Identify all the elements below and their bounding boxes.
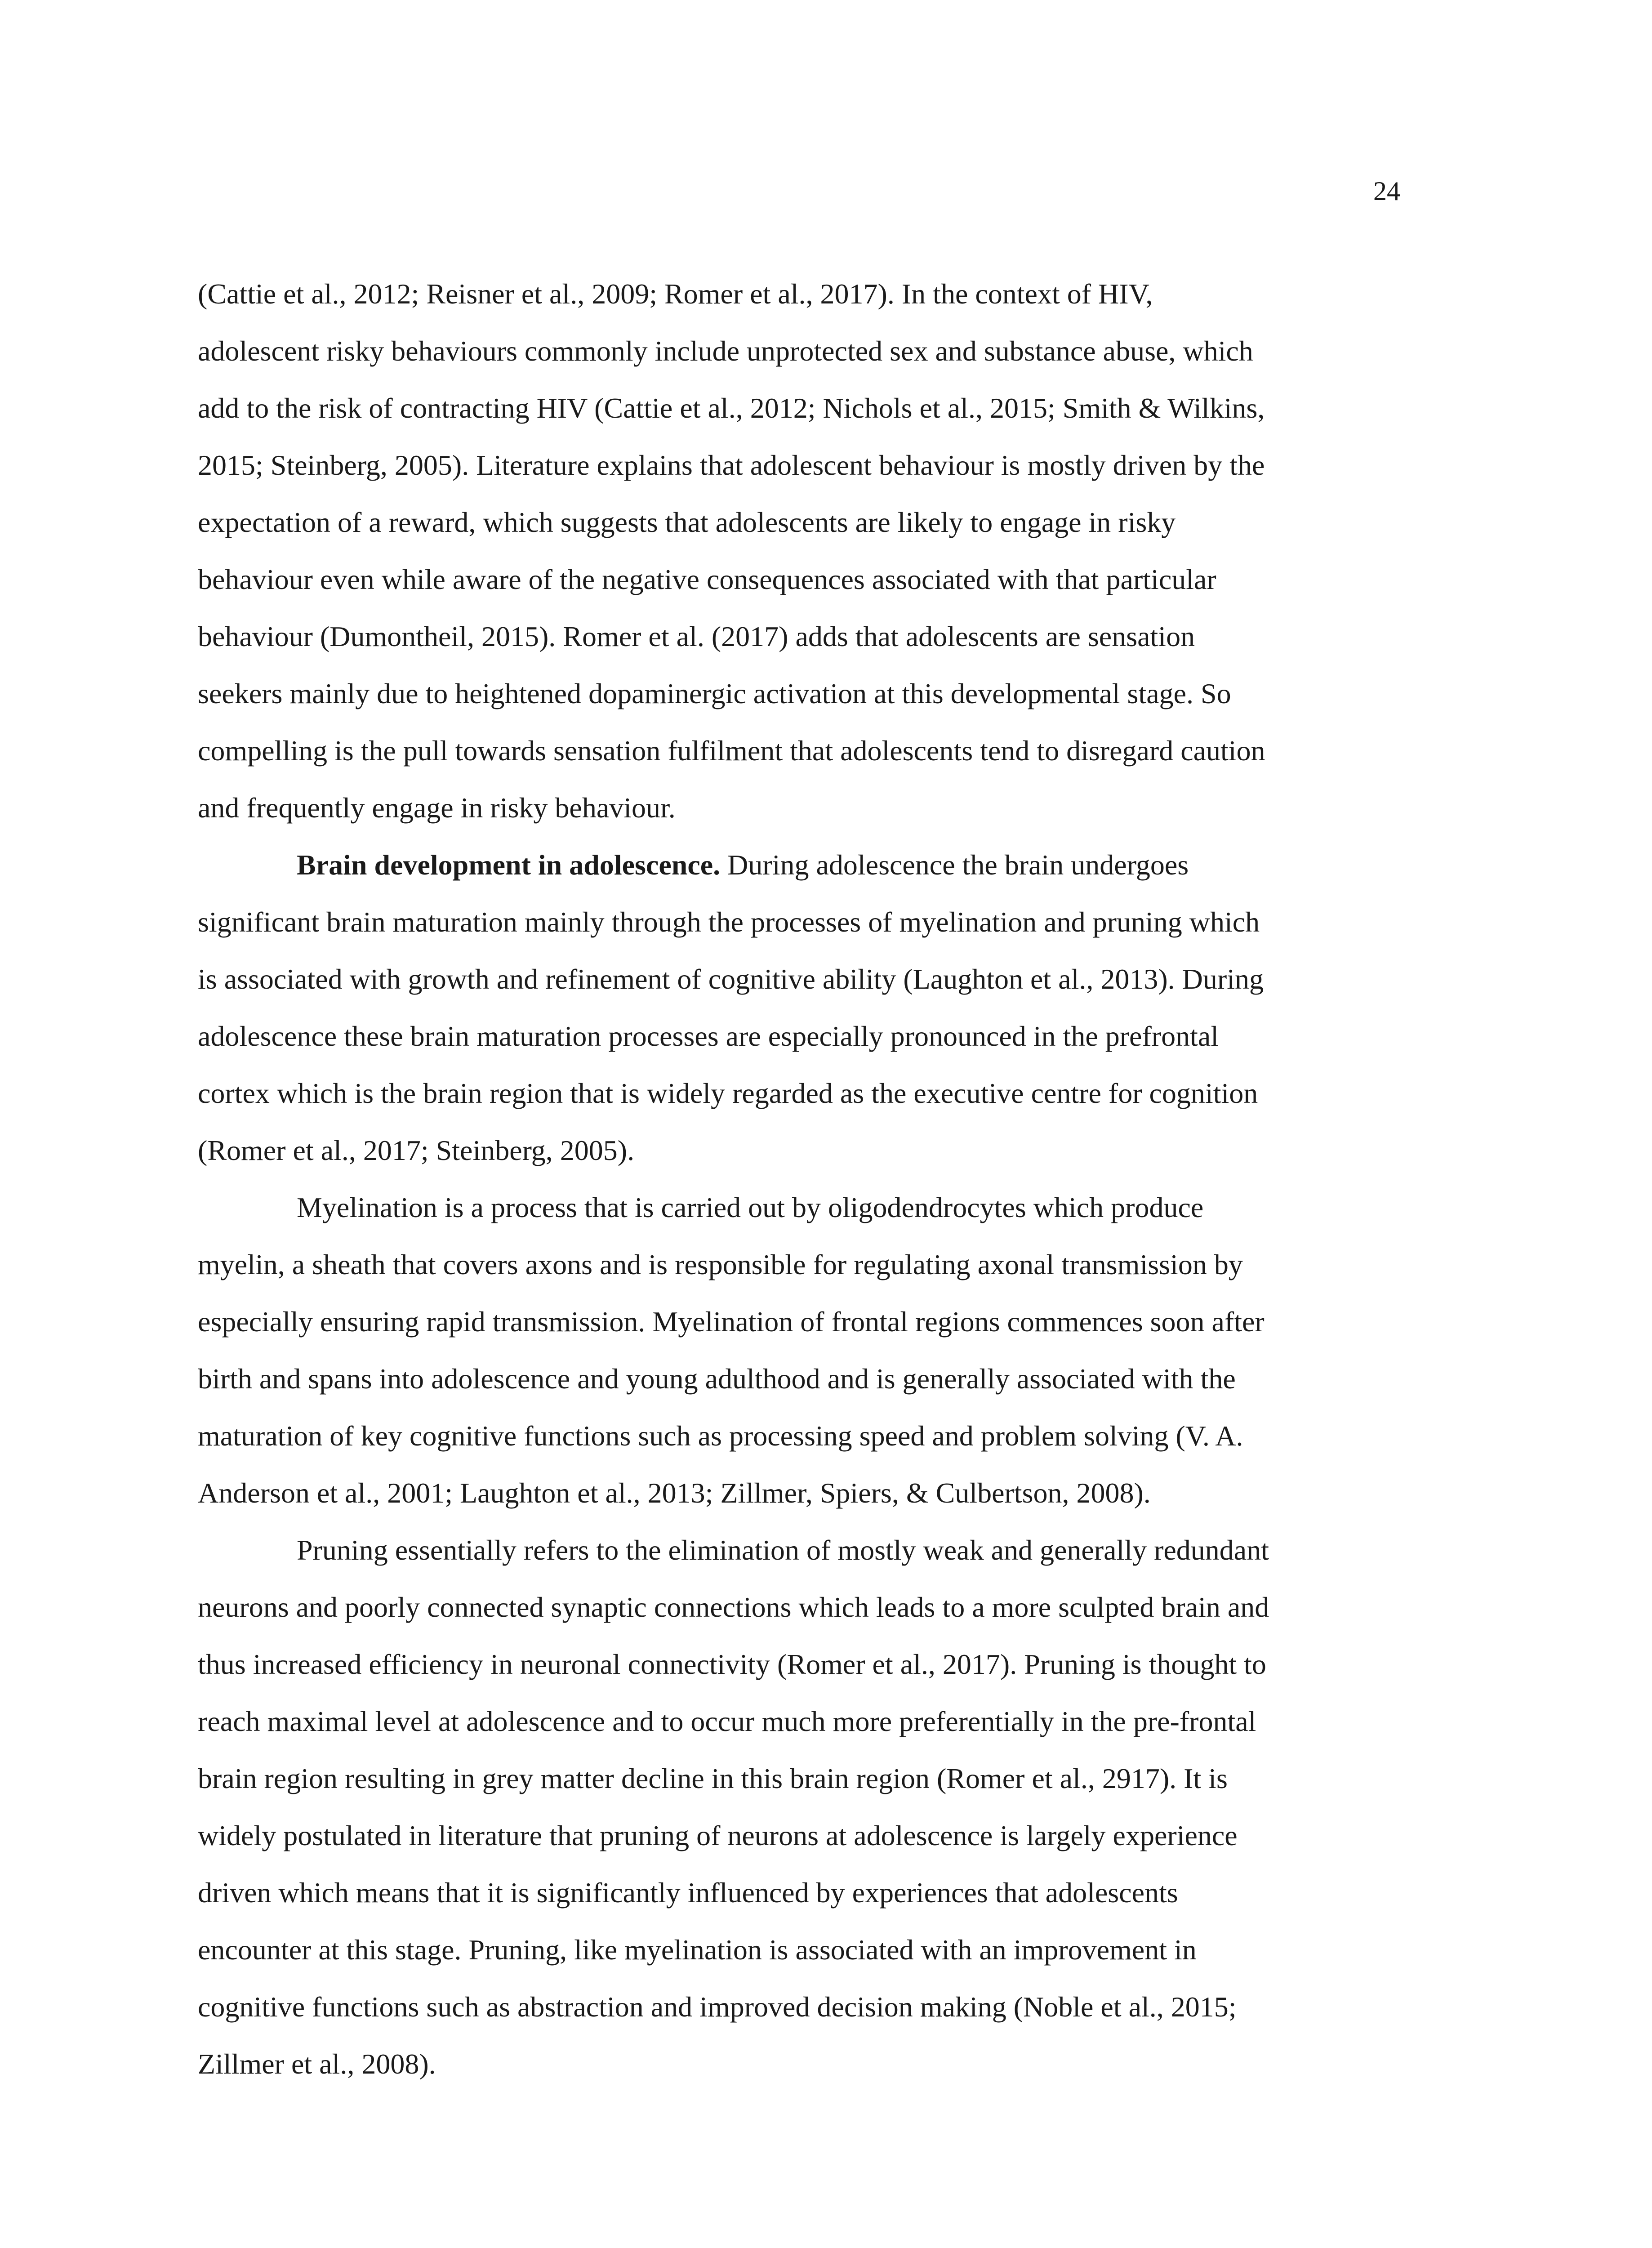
text-line: Pruning essentially refers to the elimination of mostly weak and generally redundant — [297, 1534, 1269, 1566]
document-body — [198, 265, 1456, 2092]
text-line: Myelination is a process that is carried out by oligodendrocytes which produce — [297, 1191, 1204, 1223]
text-line: add to the risk of contracting HIV (Cattie et al., 2012; Nichols et al., 2015; Smith & Wilkins, — [198, 392, 1265, 424]
text-line: maturation of key cognitive functions such as processing speed and problem solving (V. A. — [198, 1420, 1243, 1452]
text-line: adolescent risky behaviours commonly include unprotected sex and substance abuse, which — [198, 335, 1253, 367]
text-line-with-heading — [198, 836, 1456, 893]
text-line: seekers mainly due to heightened dopaminergic activation at this developmental stage. So — [198, 678, 1231, 709]
text-line: cognitive functions such as abstraction and improved decision making (Noble et al., 2015; — [198, 1991, 1237, 2023]
paragraph-2 — [198, 836, 1456, 1179]
text-line: brain region resulting in grey matter decline in this brain region (Romer et al., 2917). It is — [198, 1762, 1228, 1794]
paragraph-3 — [198, 1179, 1456, 1521]
text-line: encounter at this stage. Pruning, like myelination is associated with an improvement in — [198, 1934, 1197, 1966]
text-line: expectation of a reward, which suggests that adolescents are likely to engage in risky — [198, 506, 1176, 538]
text-line: Anderson et al., 2001; Laughton et al., 2013; Zillmer, Spiers, & Culbertson, 2008). — [198, 1477, 1151, 1509]
text-line: is associated with growth and refinement of cognitive ability (Laughton et al., 2013). During — [198, 963, 1264, 995]
heading-line-text: During adolescence the brain undergoes — [720, 849, 1189, 881]
text-line: myelin, a sheath that covers axons and is responsible for regulating axonal transmission by — [198, 1249, 1243, 1280]
text-line: reach maximal level at adolescence and to occur much more preferentially in the pre-frontal — [198, 1705, 1256, 1737]
text-line: adolescence these brain maturation processes are especially pronounced in the prefrontal — [198, 1020, 1219, 1052]
text-line: 2015; Steinberg, 2005). Literature explains that adolescent behaviour is mostly driven by the — [198, 449, 1265, 481]
text-line: (Romer et al., 2017; Steinberg, 2005). — [198, 1134, 635, 1166]
text-line: thus increased efficiency in neuronal connectivity (Romer et al., 2017). Pruning is thought to — [198, 1648, 1266, 1680]
text-line: neurons and poorly connected synaptic connections which leads to a more sculpted brain and — [198, 1591, 1269, 1623]
text-line: behaviour even while aware of the negative consequences associated with that particular — [198, 563, 1216, 595]
text-line: behaviour (Dumontheil, 2015). Romer et al. (2017) adds that adolescents are sensation — [198, 620, 1195, 652]
text-line: (Cattie et al., 2012; Reisner et al., 2009; Romer et al., 2017). In the context of HIV, — [198, 278, 1153, 310]
text-line: birth and spans into adolescence and young adulthood and is generally associated with the — [198, 1363, 1236, 1395]
section-heading: Brain development in adolescence. — [297, 849, 721, 881]
page-number: 24 — [1373, 176, 1400, 206]
text-line: driven which means that it is significantly influenced by experiences that adolescents — [198, 1877, 1178, 1909]
text-line: Zillmer et al., 2008). — [198, 2048, 436, 2080]
text-line: widely postulated in literature that pruning of neurons at adolescence is largely experience — [198, 1820, 1238, 1851]
text-line: especially ensuring rapid transmission. Myelination of frontal regions commences soon after — [198, 1306, 1265, 1338]
text-line: compelling is the pull towards sensation fulfilment that adolescents tend to disregard caution — [198, 735, 1265, 767]
paragraph-1 — [198, 265, 1456, 836]
text-line: and frequently engage in risky behaviour. — [198, 792, 676, 824]
text-line: significant brain maturation mainly through the processes of myelination and pruning which — [198, 906, 1260, 938]
paragraph-4 — [198, 1521, 1456, 2092]
text-line: cortex which is the brain region that is widely regarded as the executive centre for cognition — [198, 1077, 1258, 1109]
